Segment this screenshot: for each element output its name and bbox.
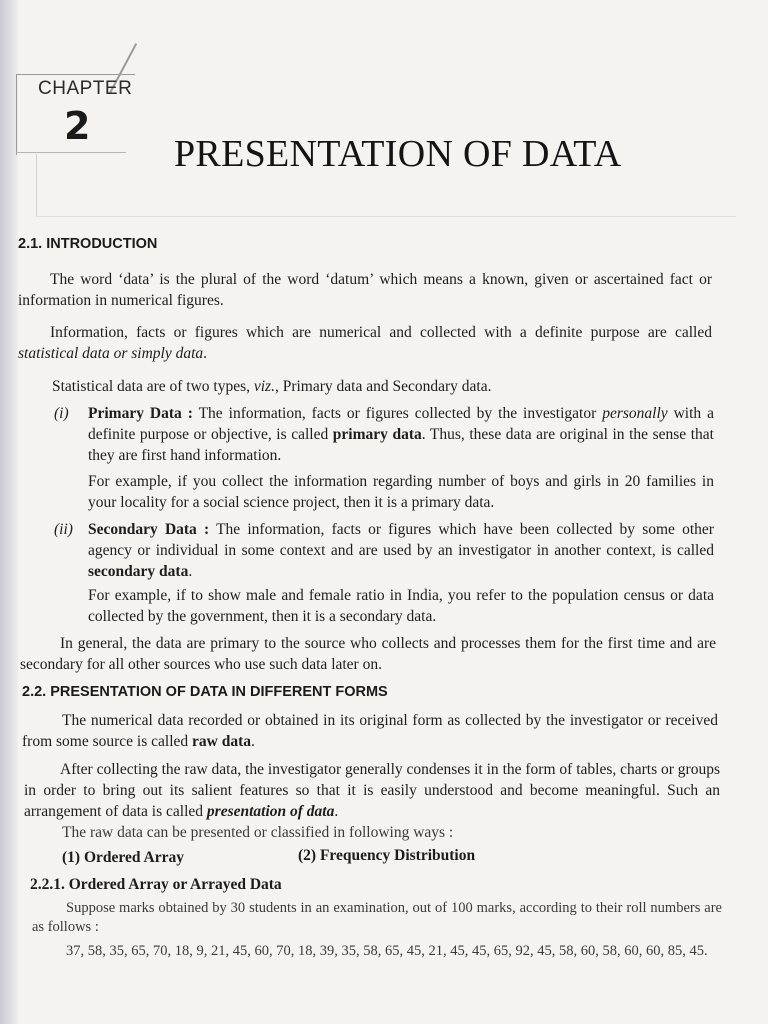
chapter-box-underline (16, 152, 126, 153)
ordered-array-paragraph: Suppose marks obtained by 30 students in an examination, out of 100 marks, according to their roll numbers are as follows : (32, 900, 722, 935)
way-frequency-distribution: (2) Frequency Distribution (298, 847, 476, 864)
subsection-heading-ordered-array: 2.2.1. Ordered Array or Arrayed Data (30, 876, 282, 893)
secondary-data-definition (88, 519, 714, 582)
secondary-number-text: (ii) (54, 521, 73, 538)
primary-text-3: with a definite purpose or objective, is called (88, 405, 715, 443)
primary-text-5: . Thus, these data are original in the sense that they are first hand information. (88, 426, 714, 464)
intro-paragraph-1: The word ‘data’ is the plural of the word ‘datum’ which means a known, given or ascertained fact or information in numerical figures. (18, 271, 712, 309)
intro-p2-end: . (203, 345, 208, 362)
chapter-label: CHAPTER (38, 78, 133, 99)
secondary-text-3: . (188, 563, 193, 580)
presentation-paragraph-3: The raw data can be presented or classified in following ways : (62, 824, 454, 841)
presentation-p2-term: presentation of data (206, 803, 335, 820)
page-title: PRESENTATION OF DATA (174, 133, 622, 175)
primary-data-label: Primary Data : (88, 405, 193, 422)
presentation-paragraph-1 (22, 710, 718, 752)
presentation-p1-term: raw data (192, 733, 251, 750)
secondary-data-label: Secondary Data : (88, 521, 210, 538)
primary-item-number (54, 403, 88, 424)
chapter-number: 2 (64, 104, 91, 148)
intro-paragraph-3 (52, 376, 712, 397)
primary-text-term: primary data (332, 426, 422, 443)
intro-paragraph-2 (18, 322, 712, 364)
intro-general-paragraph: In general, the data are primary to the source who collects and processes them for the first time and are secondary for all other sources who use such data later on. (20, 635, 716, 673)
section-heading-presentation: 2.2. PRESENTATION OF DATA IN DIFFERENT FORMS (22, 684, 388, 700)
primary-data-definition (88, 403, 714, 466)
secondary-text-term: secondary data (88, 563, 189, 580)
intro-p2-text: Information, facts or figures which are numerical and collected with a definite purpose are called (50, 324, 712, 341)
presentation-paragraph-2 (24, 759, 720, 822)
section-heading-introduction: 2.1. INTRODUCTION (18, 236, 158, 252)
way-ordered-array: (1) Ordered Array (62, 849, 184, 866)
presentation-p1-text: The numerical data recorded or obtained in its original form as collected by the investigator or received from some source is called (22, 712, 718, 750)
primary-text-personally: personally (602, 405, 668, 422)
presentation-p2-end: . (334, 803, 339, 820)
title-frame-left (36, 154, 37, 216)
secondary-example: For example, if to show male and female ratio in India, you refer to the population census or data collected by the government, then it is a secondary data. (88, 587, 714, 625)
intro-p2-italic: statistical data or simply data (18, 345, 204, 362)
marks-list: 37, 58, 35, 65, 70, 18, 9, 21, 45, 60, 70, 18, 39, 35, 58, 65, 45, 21, 45, 45, 65, 92, 45, 58, 60, 58, 60, 60, 85, 45. (66, 943, 708, 959)
intro-p3-end: , Primary data and Secondary data. (274, 378, 492, 395)
primary-example: For example, if you collect the information regarding number of boys and girls in 20 families in your locality for a social science project, then it is a primary data. (88, 473, 714, 511)
presentation-p2-text: After collecting the raw data, the investigator generally condenses it in the form of tables, charts or groups in order to bring out its salient features so that it is easily understood and become meaningful. Such an arrangement of data is called (24, 761, 720, 820)
primary-number-text: (i) (54, 405, 69, 422)
title-frame-bottom (36, 216, 736, 217)
primary-text-1: The information, facts or figures collected by the investigator (192, 405, 603, 422)
intro-p3-viz: viz. (253, 378, 275, 395)
intro-p3-text: Statistical data are of two types, (52, 378, 254, 395)
secondary-text-1: The information, facts or figures which have been collected by some other agency or individual in some context and are used by an investigator in another context, is called (88, 521, 714, 559)
secondary-item-number (54, 519, 88, 540)
presentation-p1-end: . (251, 733, 255, 750)
